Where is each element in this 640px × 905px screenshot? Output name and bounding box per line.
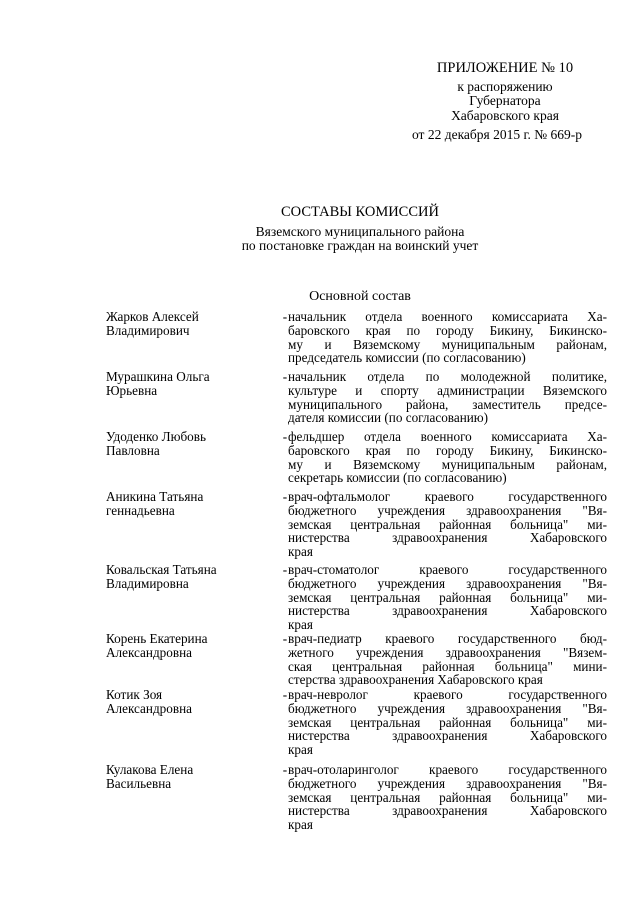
member-role-line: бюджетного учреждения здравоохранения "Вя- [288, 502, 607, 518]
member-role-line: врач-офтальмолог краевого государственного [288, 489, 607, 504]
member-name-line: Кулакова Елена [106, 762, 194, 777]
member-role-line: врач-невролог краевого государственного [288, 687, 607, 702]
section-heading: Основной состав [309, 289, 411, 304]
member-role-line: муниципального района, заместитель предсе- [288, 396, 607, 412]
appendix-block [400, 61, 610, 143]
member-role-line: врач-педиатр краевого государственного бюд- [288, 631, 607, 646]
member-role [288, 763, 607, 832]
member-role-line: дателя комиссии (по согласованию) [288, 410, 489, 426]
member-role-line: земская центральная районная больница" ми- [288, 789, 607, 805]
member-dash: - [282, 631, 288, 646]
member-row [106, 763, 606, 832]
member-dash: - [282, 489, 288, 504]
document-subtitle: Вяземского муниципального района [255, 224, 465, 239]
member-row [106, 632, 606, 687]
member-name [106, 632, 266, 660]
member-name-line: геннадьевна [106, 502, 175, 518]
member-role-line: нистерства здравоохранения Хабаровского [288, 803, 607, 819]
member-role-line: стерства здравоохранения Хабаровского края [288, 672, 543, 688]
member-role-line: края [288, 742, 313, 758]
member-dash: - [282, 762, 288, 777]
member-name [106, 310, 266, 338]
member-role-line: края [288, 617, 313, 633]
member-row [106, 310, 606, 365]
title-block [130, 205, 590, 253]
member-role-line: баровского края по городу Бикину, Бикинско- [288, 322, 607, 338]
member-name [106, 370, 266, 398]
member-name-line: Котик Зоя [106, 687, 163, 702]
member-role-line: нистерства здравоохранения Хабаровского [288, 603, 607, 619]
member-role-line: края [288, 817, 313, 833]
member-name-line: Жарков Алексей [106, 309, 199, 324]
member-role [288, 430, 607, 485]
document-title: СОСТАВЫ КОМИССИЙ [281, 204, 439, 220]
member-role-line: земская центральная районная больница" ми- [288, 589, 607, 605]
member-role [288, 490, 607, 559]
member-role-line: нистерства здравоохранения Хабаровского [288, 530, 607, 546]
member-dash: - [282, 562, 288, 577]
appendix-heading: ПРИЛОЖЕНИЕ № 10 [436, 60, 574, 76]
member-row [106, 688, 606, 757]
member-role-line: фельдшер отдела военного комиссариата Ха- [288, 429, 607, 444]
member-role-line: начальник отдела военного комиссариата Ха- [288, 309, 607, 324]
member-name-line: Александровна [106, 644, 192, 660]
member-dash: - [282, 687, 288, 702]
member-role-line: врач-отоларинголог краевого государственного [288, 762, 607, 777]
member-role-line: культуре и спорту администрации Вяземского [288, 382, 607, 398]
member-dash: - [282, 429, 288, 444]
member-role [288, 688, 607, 757]
member-name-line: Удоденко Любовь [106, 429, 206, 444]
member-role-line: бюджетного учреждения здравоохранения "Вя- [288, 700, 607, 716]
member-name [106, 490, 266, 518]
member-row [106, 563, 606, 632]
member-name-line: Васильевна [106, 775, 172, 791]
member-role-line: бюджетного учреждения здравоохранения "Вя- [288, 775, 607, 791]
member-name-line: Аникина Татьяна [106, 489, 204, 504]
member-row [106, 490, 606, 559]
member-role [288, 310, 607, 365]
member-row [106, 430, 606, 485]
member-role-line: председатель комиссии (по согласованию) [288, 350, 526, 366]
member-role-line: баровского края по городу Бикину, Бикинско- [288, 442, 607, 458]
member-role-line: секретарь комиссии (по согласованию) [288, 470, 507, 486]
member-role-line: жетного учреждения здравоохранения "Вязем- [288, 644, 607, 660]
member-dash: - [282, 309, 288, 324]
member-name-line: Владимирович [106, 322, 190, 338]
member-role-line: му и Вяземскому муниципальным районам, [288, 456, 607, 472]
member-role-line: земская центральная районная больница" ми- [288, 714, 607, 730]
member-dash: - [282, 369, 288, 384]
appendix-date: от 22 декабря 2015 г. № 669-р [411, 127, 583, 143]
member-row [106, 370, 606, 425]
member-role-line: земская центральная районная больница" ми- [288, 516, 607, 532]
member-role-line: бюджетного учреждения здравоохранения "Вя- [288, 575, 607, 591]
member-role-line: врач-стоматолог краевого государственного [288, 562, 607, 577]
member-name-line: Корень Екатерина [106, 631, 208, 646]
member-name-line: Ковальская Татьяна [106, 562, 217, 577]
member-role-line: ская центральная районная больница" мини- [288, 658, 607, 674]
member-name-line: Мурашкина Ольга [106, 369, 210, 384]
member-name-line: Юрьевна [106, 382, 158, 398]
member-name [106, 763, 266, 791]
member-role-line: нистерства здравоохранения Хабаровского [288, 728, 607, 744]
member-name-line: Александровна [106, 700, 192, 716]
member-role-line: начальник отдела по молодежной политике, [288, 369, 607, 384]
member-role [288, 370, 607, 425]
member-name-line: Павловна [106, 442, 160, 458]
member-name [106, 688, 266, 716]
member-name-line: Владимировна [106, 575, 189, 591]
appendix-line: Губернатора [469, 93, 541, 109]
member-role [288, 563, 607, 632]
document-subtitle: по постановке граждан на воинский учет [241, 238, 479, 253]
member-role [288, 632, 607, 687]
appendix-line: Хабаровского края [451, 107, 559, 123]
appendix-line: к распоряжению [457, 78, 553, 94]
member-name [106, 430, 266, 458]
member-role-line: края [288, 544, 313, 560]
member-name [106, 563, 266, 591]
member-role-line: му и Вяземскому муниципальным районам, [288, 336, 607, 352]
